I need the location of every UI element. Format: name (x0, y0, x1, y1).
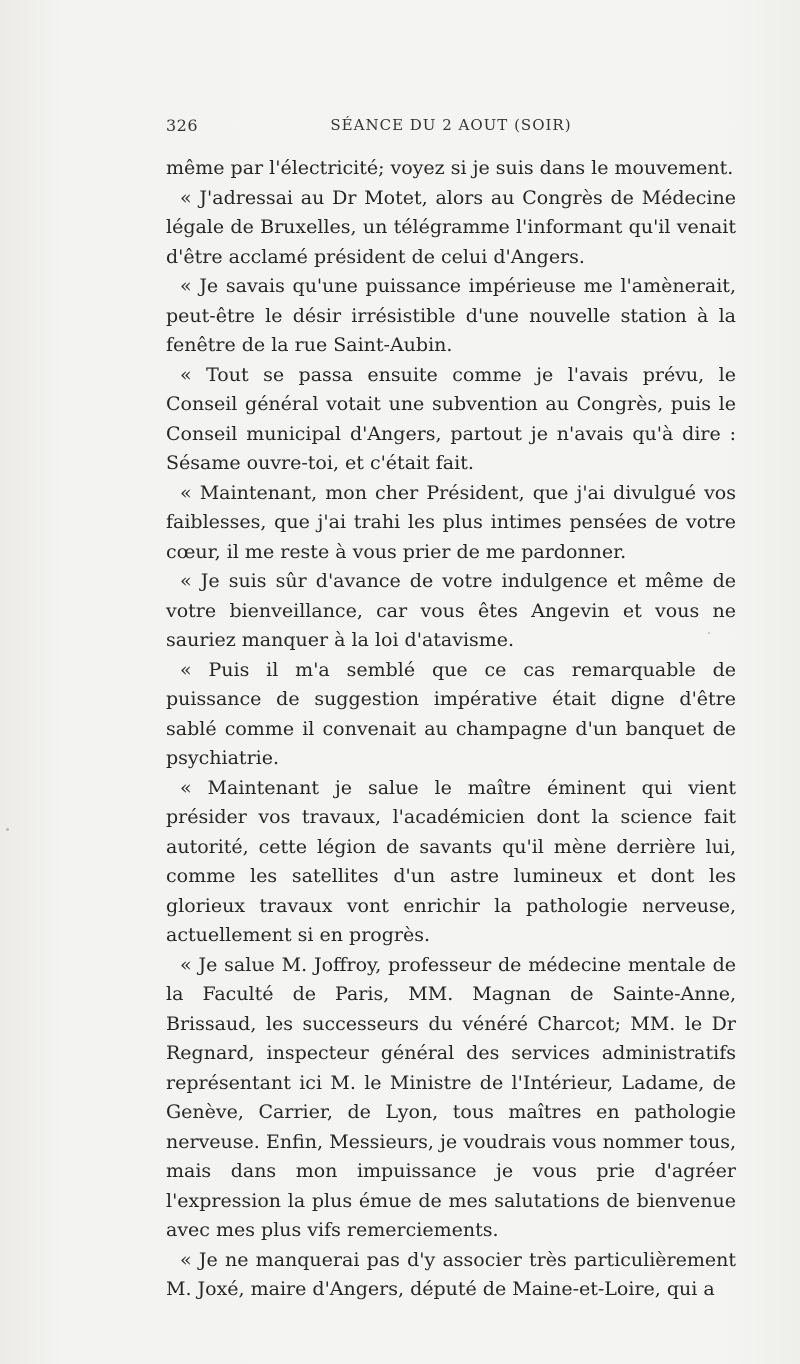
paragraph: « J'adressai au Dr Motet, alors au Congrès de Médecine légale de Bruxelles, un télégramme l'informant qu'il venait d'être acclamé président de celui d'Angers. (166, 186, 736, 268)
body-text (166, 154, 736, 1305)
running-head: SÉANCE DU 2 AOUT (SOIR) (330, 116, 572, 134)
paragraph: « Je suis sûr d'avance de votre indulgence et même de votre bienveillance, car vous êtes Angevin et vous ne sauriez manquer à la loi d'atavisme. (166, 570, 736, 651)
paragraph: « Je savais qu'une puissance impérieuse me l'amènerait, peut-être le désir irrésistible d'une nouvelle station à la fenêtre de la rue Saint-Aubin. (166, 275, 736, 356)
paragraph: « Maintenant, mon cher Président, que j'ai divulgué vos faiblesses, que j'ai trahi les plus intimes pensées de votre cœur, il me reste à vous prier de me pardonner. (166, 481, 736, 563)
paragraph: « Maintenant je salue le maître éminent qui vient présider vos travaux, l'académicien dont la science fait autorité, cette légion de savants qu'il mène derrière lui, comme les satellites d'un astre lumineux et dont les glorieux travaux vont enrichir la pathologie nerveuse, actuellement si en progrès. (166, 776, 736, 946)
paragraph: « Tout se passa ensuite comme je l'avais prévu, le Conseil général votait une subvention au Congrès, puis le Conseil municipal d'Angers, partout je n'avais qu'à dire : Sésame ouvre-toi, et c'était fait. (166, 363, 736, 474)
paragraph: même par l'électricité; voyez si je suis dans le mouvement. (166, 157, 734, 179)
paragraph: « Puis il m'a semblé que ce cas remarquable de puissance de suggestion impérative était digne d'être sablé comme il convenait au champagne d'un banquet de psychiatrie. (166, 658, 736, 769)
scan-speck (6, 828, 9, 831)
page-number: 326 (166, 116, 199, 135)
paragraph: « Je salue M. Joffroy, professeur de médecine mentale de la Faculté de Paris, MM. Magnan de Sainte-Anne, Brissaud, les successeurs du vénéré Charcot; MM. le Dr Regnard, inspecteur général des services administratifs représentant ici M. le Ministre de l'Intérieur, Ladame, de Genève, Carrier, de Lyon, tous maîtres en pathologie nerveuse. Enfin, Messieurs, je voudrais vous nommer tous, mais dans mon impuissance je vous prie d'agréer l'expression la plus émue de mes salutations de bienvenue avec mes plus vifs remerciements. (166, 953, 736, 1241)
scan-speck (708, 632, 710, 634)
paragraph: « Je ne manquerai pas d'y associer très particulièrement M. Joxé, maire d'Angers, député de Maine-et-Loire, qui a (166, 1248, 736, 1300)
page-header (166, 116, 736, 140)
